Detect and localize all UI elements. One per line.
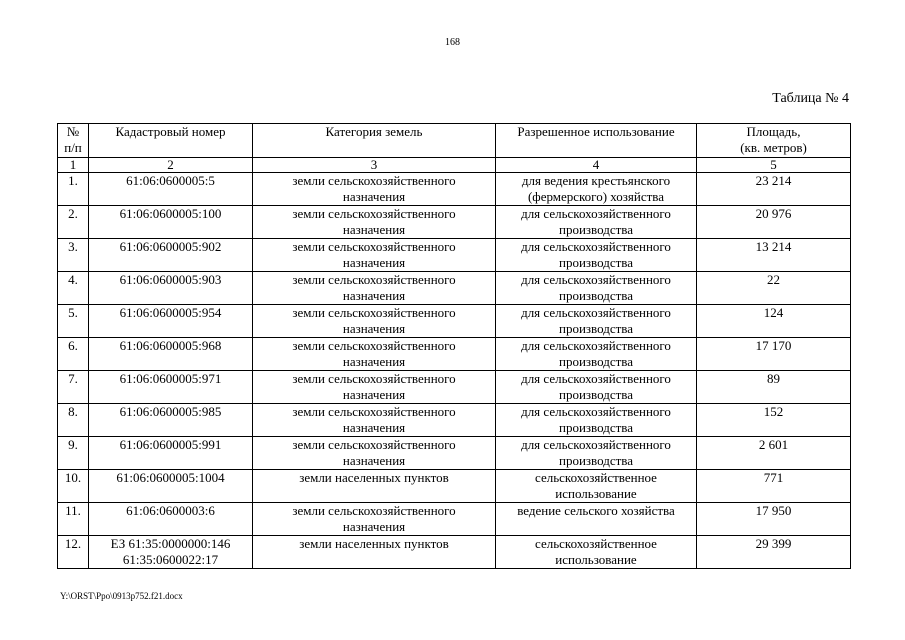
cell-land-category [253,206,496,239]
cell-line: 61:06:0600005:100 [119,206,222,221]
cell-land-category [253,239,496,272]
cell-land-category [253,305,496,338]
cell-line: для сельскохозяйственного [521,206,671,221]
cell-line: земли сельскохозяйственного [292,206,456,221]
cell-line: сельскохозяйственное [535,470,657,485]
header-no [58,124,89,158]
cell-permitted-use [496,338,697,371]
column-number: 1 [58,158,89,173]
cell-area: 29 399 [697,536,851,569]
cell-line: назначения [342,320,406,336]
cell-permitted-use [496,239,697,272]
cell-no: 6. [58,338,89,371]
cell-line: № [66,124,80,139]
table-row [58,206,851,239]
cell-area: 124 [697,305,851,338]
cell-line: для ведения крестьянского [521,173,671,188]
cell-no: 12. [58,536,89,569]
table-row [58,305,851,338]
cell-line: для сельскохозяйственного [521,239,671,254]
cell-line: 61:06:0600003:6 [126,503,215,518]
cell-cadastral-number [89,437,253,470]
footer-file-path: Y:\ORST\Ppo\0913p752.f21.docx [60,591,183,601]
cell-area: 771 [697,470,851,503]
cell-line: Категория земель [325,124,423,139]
cell-line: производства [558,254,634,270]
cell-line: назначения [342,386,406,402]
cell-line: ведение сельского хозяйства [517,503,675,518]
cell-area: 13 214 [697,239,851,272]
cell-line: Кадастровый номер [115,124,226,139]
cell-area: 17 950 [697,503,851,536]
cell-no: 7. [58,371,89,404]
cell-cadastral-number [89,239,253,272]
cell-line: для сельскохозяйственного [521,338,671,353]
header-land-category [253,124,496,158]
cell-line: 61:06:0600005:954 [119,305,222,320]
table-body [58,158,851,569]
cell-line: производства [558,221,634,237]
cell-line: 61:06:0600005:971 [119,371,222,386]
cell-line: 61:06:0600005:5 [126,173,215,188]
cell-area: 17 170 [697,338,851,371]
page-number: 168 [445,37,460,48]
table-row [58,404,851,437]
table-row [58,239,851,272]
cell-no: 3. [58,239,89,272]
cell-area: 89 [697,371,851,404]
column-number-row [58,158,851,173]
cell-land-category [253,470,496,503]
cell-land-category [253,437,496,470]
cell-permitted-use [496,206,697,239]
header-cadastral-number [89,124,253,158]
cell-line: для сельскохозяйственного [521,305,671,320]
cell-cadastral-number [89,173,253,206]
cell-line: земли сельскохозяйственного [292,173,456,188]
cell-line: 61:06:0600005:903 [119,272,222,287]
cell-land-category [253,503,496,536]
header-row [58,124,851,158]
cell-line: Разрешенное использование [517,124,675,139]
cell-line: назначения [342,254,406,270]
table-row [58,338,851,371]
cell-no: 11. [58,503,89,536]
cell-permitted-use [496,305,697,338]
cell-permitted-use [496,470,697,503]
cell-line: для сельскохозяйственного [521,404,671,419]
cell-line: производства [558,287,634,303]
cell-permitted-use [496,404,697,437]
cell-no: 5. [58,305,89,338]
cell-no: 8. [58,404,89,437]
cell-line: производства [558,452,634,468]
column-number: 3 [253,158,496,173]
table-caption: Таблица № 4 [772,91,849,106]
cell-line: 61:06:0600005:985 [119,404,222,419]
cell-permitted-use [496,536,697,569]
column-number: 5 [697,158,851,173]
cell-line: производства [558,419,634,435]
cell-line: 61:06:0600005:968 [119,338,222,353]
cell-line: использование [555,485,637,501]
cell-no: 4. [58,272,89,305]
header-permitted-use [496,124,697,158]
header-area [697,124,851,158]
cell-permitted-use [496,371,697,404]
cell-land-category [253,404,496,437]
cell-area: 20 976 [697,206,851,239]
cell-line: (кв. метров) [740,139,807,155]
cell-cadastral-number [89,305,253,338]
cell-line: назначения [342,353,406,369]
cell-line: производства [558,353,634,369]
column-number: 4 [496,158,697,173]
cell-land-category [253,173,496,206]
table-row [58,437,851,470]
table-row [58,272,851,305]
column-number: 2 [89,158,253,173]
cell-permitted-use [496,437,697,470]
cell-line: 61:06:0600005:902 [119,239,222,254]
cell-line: 61:35:0600022:17 [122,551,219,567]
cell-line: сельскохозяйственное [535,536,657,551]
cell-cadastral-number [89,338,253,371]
cell-line: земли сельскохозяйственного [292,239,456,254]
cell-cadastral-number [89,503,253,536]
cell-no: 10. [58,470,89,503]
cell-line: использование [555,551,637,567]
cell-line: земли сельскохозяйственного [292,404,456,419]
cell-line: назначения [342,419,406,435]
cell-line: земли сельскохозяйственного [292,305,456,320]
cell-line: ЕЗ 61:35:0000000:146 [110,536,231,551]
cell-line: земли сельскохозяйственного [292,503,456,518]
cell-land-category [253,272,496,305]
cell-permitted-use [496,173,697,206]
cell-line: земли сельскохозяйственного [292,272,456,287]
table-row [58,470,851,503]
cell-area: 23 214 [697,173,851,206]
cell-line: (фермерского) хозяйства [527,188,665,204]
cell-line: п/п [64,139,82,155]
table-header [58,124,851,158]
cell-line: 61:06:0600005:1004 [116,470,225,485]
table-row [58,371,851,404]
cell-line: назначения [342,287,406,303]
cell-line: назначения [342,452,406,468]
cell-cadastral-number [89,470,253,503]
cell-no: 1. [58,173,89,206]
cell-line: земли сельскохозяйственного [292,338,456,353]
cell-area: 22 [697,272,851,305]
cell-permitted-use [496,272,697,305]
land-plots-table [57,123,851,569]
cell-cadastral-number [89,206,253,239]
cell-line: для сельскохозяйственного [521,437,671,452]
cell-line: назначения [342,518,406,534]
cell-cadastral-number [89,272,253,305]
cell-area: 2 601 [697,437,851,470]
cell-no: 2. [58,206,89,239]
table-row [58,173,851,206]
cell-no: 9. [58,437,89,470]
cell-line: 61:06:0600005:991 [119,437,222,452]
cell-line: Площадь, [746,124,801,139]
cell-line: назначения [342,221,406,237]
cell-line: производства [558,320,634,336]
cell-cadastral-number [89,371,253,404]
cell-line: для сельскохозяйственного [521,272,671,287]
table-row [58,536,851,569]
cell-land-category [253,536,496,569]
cell-line: производства [558,386,634,402]
cell-land-category [253,371,496,404]
cell-cadastral-number [89,536,253,569]
cell-line: для сельскохозяйственного [521,371,671,386]
cell-land-category [253,338,496,371]
cell-cadastral-number [89,404,253,437]
table-row [58,503,851,536]
cell-line: земли сельскохозяйственного [292,371,456,386]
cell-line: земли населенных пунктов [299,536,449,551]
cell-line: земли сельскохозяйственного [292,437,456,452]
cell-line: назначения [342,188,406,204]
cell-permitted-use [496,503,697,536]
cell-area: 152 [697,404,851,437]
cell-line: земли населенных пунктов [299,470,449,485]
